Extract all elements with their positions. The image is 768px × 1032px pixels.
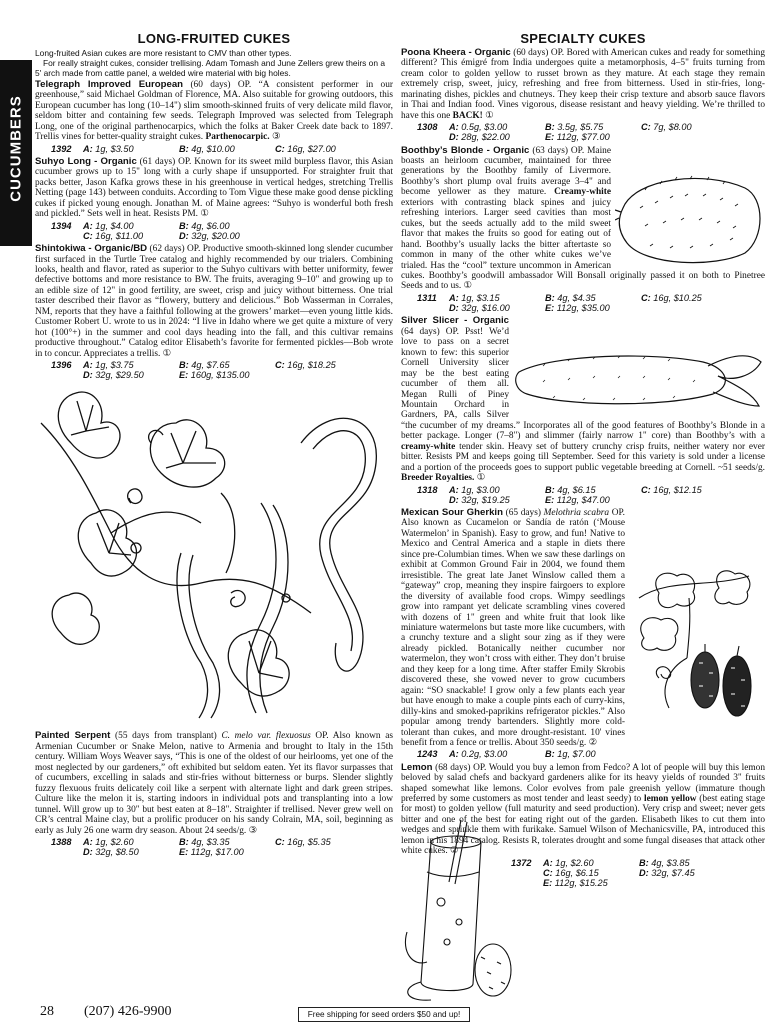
price-block (417, 749, 765, 759)
item-name: Poona Kheera - Organic (401, 47, 511, 58)
price-e: E: 112g, $15.25 (543, 878, 608, 889)
phone-number: (207) 426-9900 (84, 1004, 172, 1019)
price-b: B: 4g, $10.00 (179, 143, 235, 154)
price-a: A: 1g, $3.75 (83, 360, 134, 371)
item-tag: Parthenocarpic. (205, 132, 270, 143)
price-c: C: 16g, $5.35 (275, 836, 331, 847)
price-b: B: 4g, $7.65 (179, 360, 230, 371)
price-a: A: 1g, $2.60 (543, 857, 594, 868)
item-description: (60 days) OP. “A consistent performer in our greenhouse,” said Michael Goldman of Florence, MA. Also suitable for growing outdoors, this European cucumber has long (10–14") slim smooth-skinned fruits of very delicate mild flavor, seldom bitter and containing few seeds. Telegraph Improved was selected from Telegraph Long, one of the original parthenocarpics, which the folks at Baker Creek date back to 1897. Trellis vines for better-quality straight cukes. (35, 80, 393, 143)
price-a: A: 1g, $3.00 (449, 484, 500, 495)
price-block (417, 293, 765, 313)
price-d: D: 32g, $19.25 (449, 494, 510, 505)
item-highlight: Creamy-white (554, 187, 611, 198)
item-description: (61 days) OP. Known for its sweet mild burpless flavor, this Asian cucumber grows up to 15" long with a curly shape if unsupported. For straighter fruit that packs better, Jason Kafka grows these in his greenhouse in vertical hedges, stretching Trellis Netting (page 143) between conduits. According to Tom Vigue these make good dense pickling cukes if picked young enough. Jonathan M. of Maine agrees: “Suhyo is wonderful both fresh and pickled.” Sets well in heat. Resists PM. ① (35, 156, 393, 220)
item-name: Telegraph Improved European (35, 79, 184, 90)
price-block (511, 858, 765, 889)
price-d: D: 32g, $29.50 (83, 370, 144, 381)
price-a: A: 1g, $3.15 (449, 292, 500, 303)
sku-number: 1243 (417, 749, 438, 760)
sku-number: 1311 (417, 292, 437, 303)
item-rating: ① (485, 110, 494, 121)
silver-slicer-illustration (513, 346, 765, 412)
item-name: Shintokiwa - Organic/BD (35, 243, 148, 255)
section-tab-label: CUCUMBERS (7, 95, 25, 202)
right-column (401, 32, 765, 891)
price-b: B: 4g, $3.35 (179, 836, 230, 847)
price-block (51, 837, 393, 857)
item-description: (60 days) OP. Bored with American cukes and ready for something different? This émigré from India undergoes quite a metamorphosis, 4–5" fruits turning from cream color to golden yellow to russet brown as they mature. At each stage they remain extremely crisp, sweet, juicy, refreshing and free from bitterness. Used in stir-fries, long-marinating dishes, pickles and chutneys. They keep their crisp texture and absorb sauce flavors in Thai and Indian food. Vines vigorous, disease resistant and heavy yielding. We’re thrilled to have this one (401, 48, 766, 121)
price-block (51, 360, 393, 380)
item-description-cont: exteriors with contrasting black spines and juicy refreshing interiors. Larger seed cavities than most cukes, but the seeds actually add to the mild sweet flavor that makes the fruits so good for eating out of hand. Boothby’s usually lacks the bitter aftertaste so common in many of the other white cukes we’ve trialed. Has the “cool” texture uncommon in American cukes. Boothby’s goodwill ambassador Will Bonsall originally passed it on both to Pinetree Seeds and to us. ① (401, 197, 765, 292)
page-number: 28 (40, 1004, 54, 1019)
item-name: Suhyo Long - Organic (35, 155, 137, 167)
item-name: Lemon (401, 761, 433, 773)
item-latin-name: C. melo var. flexuosus (221, 731, 311, 742)
item-description-cont: tender skin. Heavy set of buttery crunchy crisp fruits, neither watery nor ever bitter. Resists PM and keeps going till September. Seed for this variety is sold under a license and a portion of the proceeds goes to support public vegetable breeding at Cornell. ~51 seeds/g. (401, 441, 765, 473)
price-d: D: 32g, $16.00 (449, 303, 510, 314)
sku-number: 1394 (51, 220, 72, 231)
price-a: A: 0.2g, $3.00 (449, 749, 508, 760)
item-days: (55 days from transplant) (115, 731, 217, 742)
left-column (35, 32, 393, 860)
price-a: A: 1g, $2.60 (83, 836, 134, 847)
boothbys-blonde-illustration (615, 168, 765, 268)
price-e: E: 112g, $17.00 (179, 847, 244, 858)
price-block (51, 221, 393, 241)
item-description: (62 days) OP. Productive smooth-skinned long slender cucumber first surfaced in the Turtle Tree catalog and highly recommended by our trialers. Combining looks, health and flavor, rated as superior to the Suhyo cultivars with better uniformity, fewer defective bottoms and more resistance to BW. The fruits, averaging 9–10" and growing up to an edible size of 12" in good fertility, are sweet, crisp and juicy without bitterness. One trial taster described their flavor as “flowery, buttery and delicious.” Bob Wasserman in Corrales, NM, reports that they have a faithful following at the growers’ market—even young little kids. Customer Robert U. wrote to us in 2024: “I live in Idaho where we get quite a mixture of very hot (100°+) in the summer and cool days heading into the fall, and this cultivar remains productive throughout.” Catalog editor Elisabeth’s favorite for fermented pickles—Bob wrote in to concur. Appreciates a trellis. ① (35, 244, 393, 359)
item-painted-serpent (35, 731, 393, 836)
price-b: B: 4g, $4.35 (545, 292, 596, 303)
item-description: OP. Also known as Armenian Cucumber or Snake Melon, native to Armenia and brought to Italy in the 15th century. William Woys Weaver says, “This is one of the oldest of our heirlooms, yet one of the most neglected by our gardeners,” oft exhibited but seldom eaten. Yet its flavor surpasses that of cucumbers, excelling in salads and stir-fries without bitterness or burps. Slender slightly fuzzy flexuous fruits delicately coil like a serpent with alternate light and dark green stripes. Culture like the melon it is, starting indoors in individual pots and transplanting into a low tunnel. Will grow up to 30" but best eaten at 8–18". Straighter if trellised. Never grew well on CR’s central Maine clay, but a prolific producer on his sandy Colrain, MA, soil, beginning as early as July 26 one warm dry season. About 24 seeds/g. ③ (35, 731, 393, 836)
item-days: (65 days) (505, 507, 541, 518)
item-description: OP. Also known as Cucamelon or Sandía de ratón (‘Mouse Watermelon’ in Spanish). Easy to grow, and fun! Native to Mexico and Central America and a staple in diets there since pre-Columbian times. When we saw these darlings on exhibit at Common Ground Fair in 2004, we found them irresistible. The great late Janet Winslow called them a “gateway” crop, meaning they inspire fairgoers to explore the diversity of available food crops. Wimpy seedlings grow into rampant yet delicate scrambling vines covered with dozens of 1" green and white fruit that look like miniature watermelons but taste more like cucumbers, with a crunchy texture and a slight sour zing as if they were already pickled. Botanically neither cucumber nor watermelon, they won’t cross with either. They don’t bruise and they keep for a long time. After staffer Emily Skrobis discovered these, she vowed never to grow cucumbers again: “SO snackable! I grow only a few plants each year but have enough to make a couple pints each of curry-kins, dilly-kins and smoked-paprikins refrigerator pickles.” Also popular among trendy bartenders. Slightly more cold-tolerant than cukes, and more drought-resistant. 10' vines benefit from a fence or trellis. About 350 seeds/g. ② (401, 507, 625, 748)
item-name: Mexican Sour Gherkin (401, 506, 503, 518)
item-shintokiwa (35, 244, 393, 359)
sku-number: 1392 (51, 143, 72, 154)
price-block (51, 144, 393, 154)
price-e: E: 112g, $47.00 (545, 494, 610, 505)
section-tab (0, 60, 32, 246)
sku-number: 1318 (417, 484, 438, 495)
price-e: E: 112g, $77.00 (545, 132, 610, 143)
price-b: B: 4g, $6.15 (545, 484, 596, 495)
sku-number: 1372 (511, 857, 532, 868)
price-a: A: 1g, $4.00 (83, 220, 134, 231)
price-d: D: 28g, $22.00 (449, 132, 510, 143)
price-c: C: 16g, $18.25 (275, 360, 336, 371)
price-c: C: 16g, $27.00 (275, 143, 336, 154)
price-c: C: 7g, $8.00 (641, 122, 692, 133)
left-intro (35, 48, 393, 78)
painted-serpent-illustration (31, 383, 403, 731)
price-d: D: 32g, $20.00 (179, 230, 240, 241)
price-e: E: 160g, $135.00 (179, 370, 250, 381)
item-description: (63 days) OP. Maine boasts an heirloom cucumber, maintained for three generations by the Boothby family of Livermore. Boothby’s short plump oval fruits average 3–4" and become yellower as they mature. (401, 145, 611, 198)
item-latin-name: Melothria scabra (543, 507, 610, 518)
item-rating: ③ (271, 132, 281, 143)
price-b: B: 4g, $3.85 (639, 857, 690, 868)
item-tag: BACK! (452, 110, 483, 121)
price-a: A: 1g, $3.50 (83, 143, 134, 154)
item-description: (64 days) OP. Psst! We’d love to pass on a secret known to few: this superior Cornell University slicer may be the best eating cucumber of them all. Megan Rulli of Piney Mountain Orchard in Gardners, PA, calls Silver “the cucumber of my dreams.” Incorporates all of the good features of Boothby’s Blonde in a better package. Longer (7–8") and slimmer (fairly narrow 1" core) than Boothby’s with a (401, 326, 765, 442)
price-c: C: 16g, $12.15 (641, 484, 702, 495)
item-name: Painted Serpent (35, 730, 111, 742)
price-d: D: 32g, $7.45 (639, 867, 695, 878)
price-c: C: 16g, $6.15 (543, 867, 599, 878)
price-c: C: 16g, $11.00 (83, 230, 144, 241)
price-c: C: 16g, $10.25 (641, 292, 702, 303)
price-b: B: 4g, $6.00 (179, 220, 230, 231)
price-a: A: 0.5g, $3.00 (449, 122, 508, 133)
shipping-note: Free shipping for seed orders $50 and up! (298, 1007, 470, 1022)
lemon-cucumber-illustration (401, 812, 513, 1002)
item-tag: Breeder Royalties. (401, 473, 475, 484)
item-name: Silver Slicer - Organic (401, 315, 509, 327)
sku-number: 1388 (51, 836, 72, 847)
sku-number: 1396 (51, 360, 72, 371)
item-suhyo (35, 157, 393, 220)
item-name: Boothby’s Blonde - Organic (401, 144, 530, 156)
price-block (417, 485, 765, 505)
item-rating: ① (476, 473, 486, 484)
item-highlight: lemon yellow (643, 793, 697, 804)
sku-number: 1308 (417, 122, 438, 133)
left-heading: LONG-FRUITED CUKES (137, 31, 291, 46)
price-block (417, 122, 765, 142)
price-e: E: 112g, $35.00 (545, 303, 610, 314)
item-boothbys-blonde (401, 146, 765, 292)
right-heading: SPECIALTY CUKES (520, 31, 646, 46)
item-telegraph (35, 80, 393, 143)
price-d: D: 32g, $8.50 (83, 847, 139, 858)
intro-line-1: Long-fruited Asian cukes are more resistant to CMV than other types. (35, 48, 292, 58)
item-description: (68 days) OP. Would you buy a lemon from Fedco? A lot of people will buy this lemon beloved by salad chefs and backyard gardeners alike for its heavy yields of rounded 3" fruits shaped somewhat like lemons. Color evolves from pale greenish yellow (immature though preferred by some customers as most tender and least seedy) to (401, 762, 765, 804)
item-poona-kheera (401, 48, 765, 121)
item-description-cont: (best eating stage for most) to golden yellow (full maturity and seed production). Very crisp and sweet; never gets bitter and one of the best for eating right out of the garden. Elisabeth likes to cut them into wedges and sprinkle them with furikake. Samuel Wilson of Mechanicsville, PA, introduced this lemon in his 1894 catalog. Resists R, tolerates drought and some fungal diseases that attack other white cukes. ② (401, 793, 765, 857)
price-b: B: 3.5g, $5.75 (545, 122, 604, 133)
price-b: B: 1g, $7.00 (545, 749, 596, 760)
item-silver-slicer (401, 316, 765, 483)
mexican-sour-gherkin-illustration (629, 568, 765, 728)
item-highlight: creamy-white (401, 441, 456, 452)
intro-line-2: For really straight cukes, consider trellising. Adam Tomash and June Zellers grew theirs on a 5' arch made from cattle panel, a welded wire material with big holes. (35, 58, 385, 78)
item-mexican-sour-gherkin (401, 508, 765, 748)
